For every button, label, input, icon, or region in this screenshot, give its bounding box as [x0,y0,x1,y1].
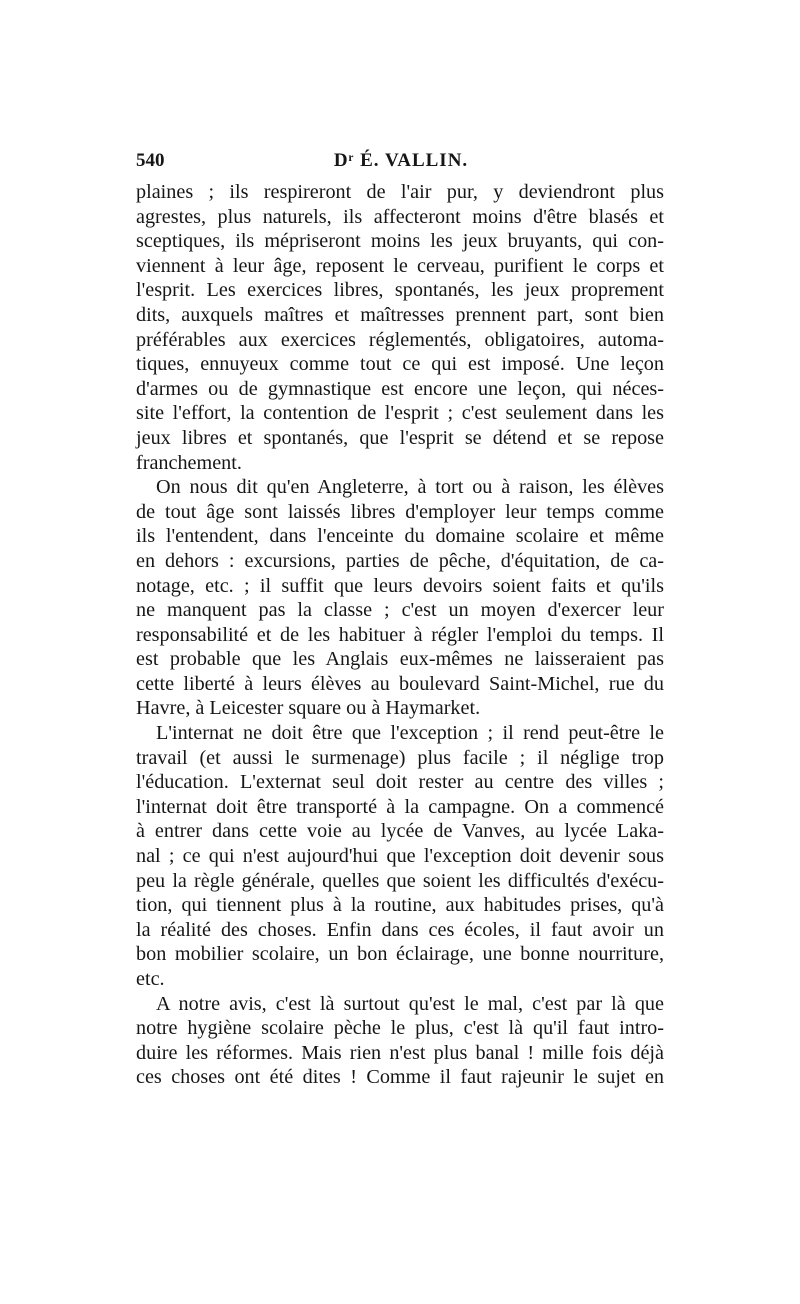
paragraph [136,721,664,992]
text-line: notage, etc. ; il suffit que leurs devoirs soient faits et qu'ils [136,574,664,597]
paragraph [136,992,664,1090]
text-line: d'armes ou de gymnastique est encore une leçon, qui néces- [136,377,664,400]
text-line: peu la règle générale, quelles que soient les difficultés d'exécu- [136,869,664,892]
text-line: site l'effort, la contention de l'esprit ; c'est seulement dans les [136,402,664,425]
text-line: viennent à leur âge, reposent le cerveau, purifient le corps et [136,254,664,277]
body-text [136,180,664,1090]
text-line: ces choses ont été dites ! Comme il faut rajeunir le sujet en [136,1066,664,1089]
page-number: 540 [136,150,165,171]
text-line: tiques, ennuyeux comme tout ce qui est imposé. Une leçon [136,353,664,376]
text-line: à entrer dans cette voie au lycée de Vanves, au lycée Laka- [136,820,664,843]
text-line: sceptiques, ils mépriseront moins les jeux bruyants, qui con- [136,230,664,253]
text-line: ne manquent pas la classe ; c'est un moyen d'exercer leur [136,599,664,622]
paragraph [136,180,664,475]
text-line: travail (et aussi le surmenage) plus facile ; il néglige trop [136,746,664,769]
text-line: ils l'entendent, dans l'enceinte du domaine scolaire et même [136,525,664,548]
text-line: L'internat ne doit être que l'exception ; il rend peut-être le [156,722,664,745]
text-line: la réalité des choses. Enfin dans ces écoles, il faut avoir un [136,918,664,941]
text-line: jeux libres et spontanés, que l'esprit se détend et se repose [136,426,664,449]
text-line: dits, auxquels maîtres et maîtresses prennent part, sont bien [136,303,664,326]
text-line: de tout âge sont laissés libres d'employer leur temps comme [136,500,664,523]
text-line: agrestes, plus naturels, ils affecteront moins d'être blasés et [136,205,664,228]
text-line: A notre avis, c'est là surtout qu'est le mal, c'est par là que [156,992,664,1015]
text-line: duire les réformes. Mais rien n'est plus banal ! mille fois déjà [136,1041,664,1064]
text-line: On nous dit qu'en Angleterre, à tort ou à raison, les élèves [156,476,664,499]
text-line: l'éducation. L'externat seul doit rester au centre des villes ; [136,771,664,794]
text-line: est probable que les Anglais eux-mêmes ne laisseraient pas [136,648,664,671]
text-line: nal ; ce qui n'est aujourd'hui que l'exception doit devenir sous [136,845,664,868]
text-line: tion, qui tiennent plus à la routine, aux habitudes prises, qu'à [136,894,664,917]
text-line: l'internat doit être transporté à la campagne. On a commencé [136,795,664,818]
text-line: l'esprit. Les exercices libres, spontanés, les jeux proprement [136,279,664,302]
text-line: Havre, à Leicester square ou à Haymarket. [136,697,481,720]
text-line: franchement. [136,451,242,474]
text-line: cette liberté à leurs élèves au boulevard Saint-Michel, rue du [136,672,664,695]
text-line: responsabilité et de les habituer à régler l'emploi du temps. Il [136,623,664,646]
text-line: etc. [136,968,165,990]
text-line: en dehors : excursions, parties de pêche, d'équitation, de ca- [136,549,664,572]
running-head [136,150,666,180]
running-head-author: Dʳ É. VALLIN. [333,150,469,171]
text-line: notre hygiène scolaire pèche le plus, c'est là qu'il faut intro- [136,1017,664,1040]
text-line: bon mobilier scolaire, un bon éclairage, une bonne nourriture, [136,943,664,966]
text-line: plaines ; ils respireront de l'air pur, y deviendront plus [136,181,664,203]
paragraph [136,475,664,721]
text-line: préférables aux exercices réglementés, obligatoires, automa- [136,328,664,351]
